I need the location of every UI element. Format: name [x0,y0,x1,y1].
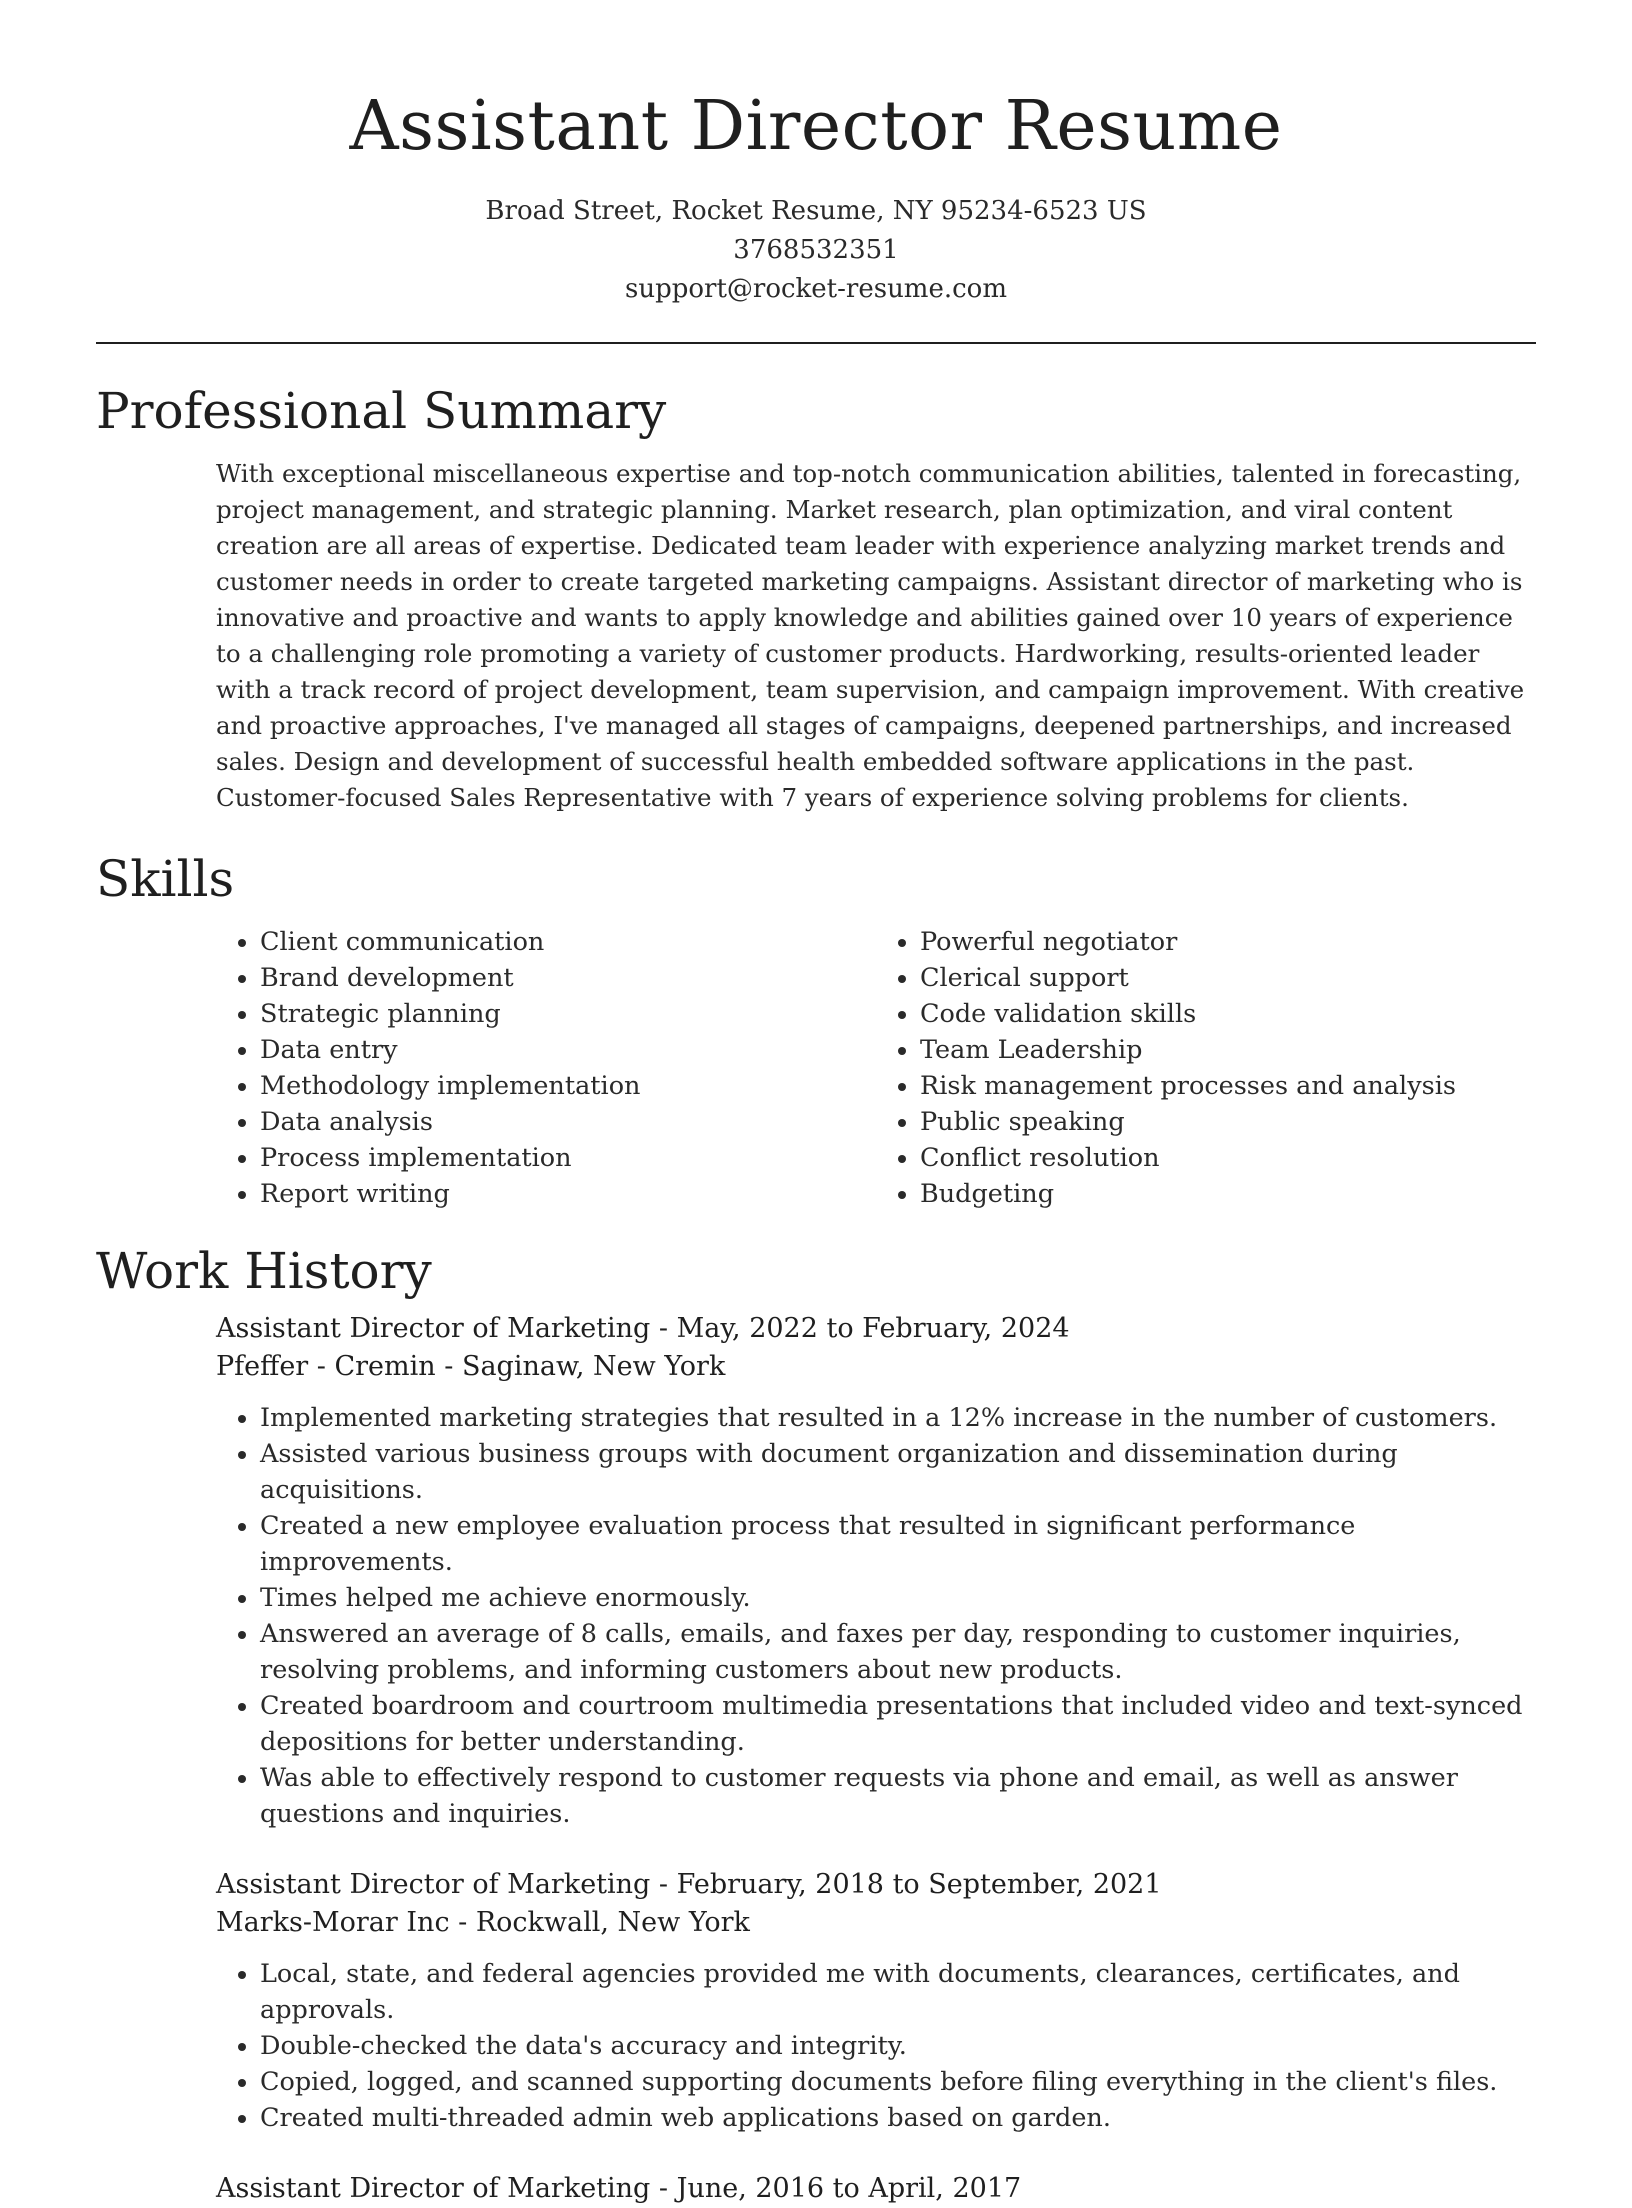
job-bullet: • Assisted various business groups with document organization and dissemination during acquisitions. [260,1436,1534,1508]
work-heading: Work History [96,1242,432,1300]
resume-title: Assistant Director Resume [349,87,1283,166]
job-bullet: • Answered an average of 8 calls, emails, and faxes per day, responding to customer inquiries, resolving problems, and informing customers about new products. [260,1616,1534,1688]
skill-item: • Powerful negotiator [920,924,1536,960]
skill-item: • Public speaking [920,1104,1536,1140]
job-title-line: Assistant Director of Marketing - June, 2016 to April, 2017 [216,2173,1022,2204]
job-bullet: • Created multi-threaded admin web applications based on garden. [260,2100,1534,2136]
skills-section [96,848,1536,1212]
skills-list-right [876,924,1536,1212]
summary-heading: Professional Summary [96,382,667,440]
skill-item: • Brand development [260,960,876,996]
job-bullet: • Created boardroom and courtroom multimedia presentations that included video and text-synced depositions for better understanding. [260,1688,1534,1760]
job-bullet: • Copied, logged, and scanned supporting documents before filing everything in the client's files. [260,2064,1534,2100]
job-bullet: • Was able to effectively respond to customer requests via phone and email, as well as answer questions and inquiries. [260,1760,1534,1832]
skills-list-left [216,924,876,1212]
skill-item: • Code validation skills [920,996,1536,1032]
job-title-line: Assistant Director of Marketing - May, 2022 to February, 2024 [216,1313,1070,1344]
job-bullet-list [216,1400,1534,1832]
job-entry [216,1310,1534,1832]
skills-columns [216,924,1536,1212]
skill-item: • Risk management processes and analysis [920,1068,1536,1104]
email-line: support@rocket-resume.com [624,274,1007,304]
job-entry [216,1866,1534,2136]
skill-item: • Data entry [260,1032,876,1068]
skill-item: • Conflict resolution [920,1140,1536,1176]
phone-line: 3768532351 [733,235,899,265]
job-bullet: • Double-checked the data's accuracy and integrity. [260,2028,1534,2064]
header-divider [96,342,1536,344]
job-entry [216,2170,1534,2208]
summary-text: With exceptional miscellaneous expertise and top-notch communication abilities, talented in forecasting, project management, and strategic planning. Market research, plan optimization, and viral content creation are all areas of expertise. Dedicated team leader with experience analyzing market trends and customer needs in order to create targeted marketing campaigns. Assistant director of marketing who is innovative and proactive and wants to apply knowledge and abilities gained over 10 years of experience to a challenging role promoting a variety of customer products. Hardworking, results-oriented leader with a track record of project development, team supervision, and campaign improvement. With creative and proactive approaches, I've managed all stages of campaigns, deepened partnerships, and increased sales. Design and development of successful health embedded software applications in the past. Customer-focused Sales Representative with 7 years of experience solving problems for clients. [216,459,1525,812]
skill-item: • Report writing [260,1176,876,1212]
work-section [96,1240,1536,2208]
skill-item: • Client communication [260,924,876,960]
job-company-line: Marks-Morar Inc - Rockwall, New York [216,1907,750,1938]
job-bullet: • Created a new employee evaluation process that resulted in significant performance improvements. [260,1508,1534,1580]
skill-item: • Clerical support [920,960,1536,996]
job-bullet: • Local, state, and federal agencies provided me with documents, clearances, certificates, and approvals. [260,1956,1534,2028]
skill-item: • Budgeting [920,1176,1536,1212]
summary-section [96,380,1536,816]
skill-item: • Strategic planning [260,996,876,1032]
job-bullet: • Times helped me achieve enormously. [260,1580,1534,1616]
resume-header [0,0,1632,309]
job-bullet-list [216,1956,1534,2136]
job-title-line: Assistant Director of Marketing - February, 2018 to September, 2021 [216,1869,1162,1900]
skills-heading: Skills [96,850,235,908]
skill-item: • Process implementation [260,1140,876,1176]
address-line: Broad Street, Rocket Resume, NY 95234-6523 US [485,196,1147,226]
skill-item: • Team Leadership [920,1032,1536,1068]
skill-item: • Data analysis [260,1104,876,1140]
job-bullet: • Implemented marketing strategies that resulted in a 12% increase in the number of customers. [260,1400,1534,1436]
contact-block [0,192,1632,309]
job-company-line: Pfeffer - Cremin - Saginaw, New York [216,1351,726,1382]
skill-item: • Methodology implementation [260,1068,876,1104]
